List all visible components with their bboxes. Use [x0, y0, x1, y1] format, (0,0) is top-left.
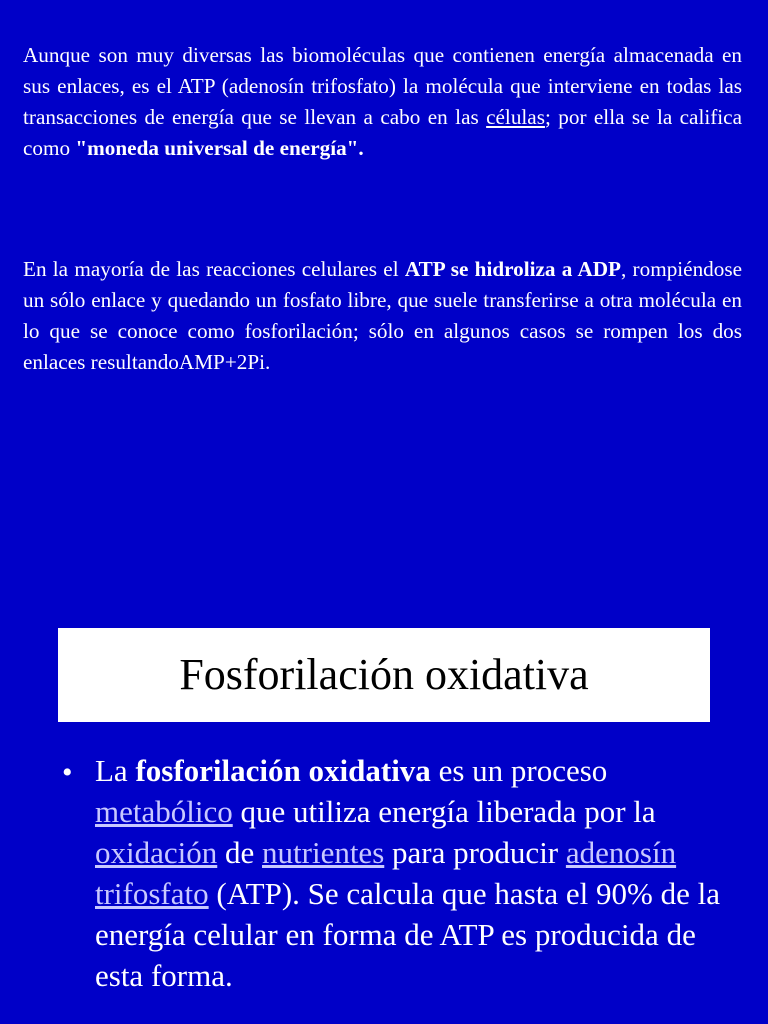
fosforilacion-bold: fosforilación oxidativa — [135, 753, 431, 788]
bullet-text-3: que utiliza energía liberada por la — [232, 794, 656, 829]
bullet-text-1: La — [95, 753, 136, 788]
bullet-text-4: de — [217, 835, 263, 870]
bullet-text-2: es un proceso — [430, 753, 608, 788]
nutrientes-link[interactable]: nutrientes — [262, 835, 385, 870]
oxidacion-link[interactable]: oxidación — [95, 835, 218, 870]
moneda-universal-bold: "moneda universal de energía". — [75, 136, 364, 160]
hydrolysis-text-1: En la mayoría de las reacciones celulares el — [23, 257, 405, 281]
atp-hidroliza-bold: ATP se hidroliza a ADP — [404, 257, 621, 281]
hydrolysis-text-2: , rompiéndose un sólo enlace y quedando un fosfato libre, que suele transferirse a otra molécula en lo que se conoce como fosforilación; sólo en algunos casos se rompen los dos enlaces resultandoAMP+2Pi. — [23, 257, 743, 374]
intro-text-1: Aunque son muy diversas las biomoléculas que contienen energía almacenada en sus enlaces, es el ATP (adenosín trifosfato) la molécula que interviene en todas las transacciones de energía que se llevan a cabo en las — [23, 43, 742, 129]
hydrolysis-paragraph — [23, 254, 742, 378]
metabolico-link[interactable]: metabólico — [95, 794, 233, 829]
intro-text-2: ; por ella se la califica como — [23, 105, 742, 160]
bullet-text-6: (ATP). Se calcula que hasta el 90% de la energía celular en forma de ATP es producida de esta forma. — [95, 876, 720, 993]
bullet-icon: • — [62, 756, 73, 789]
adenosin-trifosfato-link[interactable]: adenosín trifosfato — [95, 835, 677, 911]
intro-paragraph — [23, 40, 742, 164]
slide-title: Fosforilación oxidativa — [179, 650, 589, 699]
bullet-text-5: para producir — [384, 835, 566, 870]
bullet-paragraph — [95, 750, 735, 996]
celulas-link[interactable]: células — [486, 105, 545, 129]
slide-title-box — [58, 628, 710, 722]
